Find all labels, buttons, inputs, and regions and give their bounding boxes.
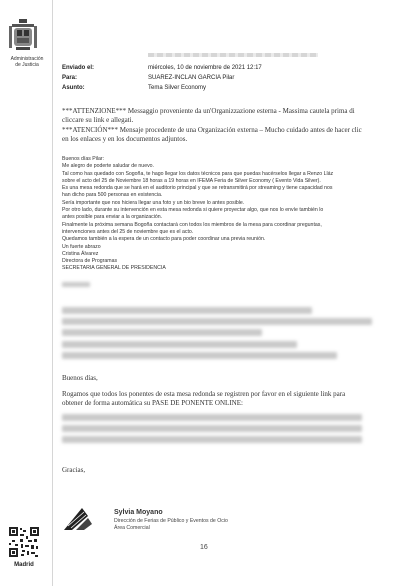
email-line: Quedamos también a la espera de un contacto para poder coordinar una previa reunión. (62, 236, 266, 243)
email-line: intervenciones antes del 25 de noviembre que es el acto. (62, 228, 194, 235)
redacted-block (62, 341, 297, 348)
email-line: Me alegro de poderte saludar de nuevo. (62, 163, 154, 170)
email-line: Por otro lado, durante su intervención en esta mesa redonda si quiere proyectar algo, que nos lo envíe también lo (62, 207, 324, 214)
subject-value: Tema Silver Economy (148, 85, 207, 91)
redacted-block (62, 282, 90, 287)
sent-label: Enviado el: (62, 65, 95, 71)
email-line: Finalmente la próxima semana Bogoña contactará con todos los miembros de la mesa para coordinar preguntas, (62, 221, 322, 228)
external-warning-it (62, 107, 382, 125)
email-line: sobre el acto del 25 de Noviembre 18 horas a 19 horas en IFEMA Feria de Silver Economy ( Evento Vida Silver). (62, 177, 321, 184)
warning-es-line-1: ***ATENCIÓN*** Mensaje procedente de una Organización externa – Mucho cuidado antes de hacer clic (62, 126, 362, 134)
thanks-line: Gracias, (62, 466, 86, 474)
email-line: antes posible para enviar a la organización. (62, 214, 163, 221)
subject-label: Asunto: (62, 85, 85, 91)
coat-of-arms-icon (8, 18, 38, 52)
signature-role: Dirección de Ferias de Público y Eventos de Ocio (114, 518, 228, 524)
warning-it-line-2: cliccare su link e allegati. (62, 116, 134, 124)
redacted-link (62, 414, 362, 421)
signature-area: Área Comercial (114, 525, 150, 531)
email-line: SECRETARIA GENERAL DE PRESIDENCIA (62, 265, 166, 272)
warning-it-line-1: ***ATTENZIONE*** Messaggio proveniente da un'Organizzazione esterna - Massima cautela prima di (62, 107, 355, 115)
redacted-block (62, 352, 337, 359)
email-line: Cristina Álvarez (62, 250, 99, 257)
page-number: 16 (200, 544, 208, 551)
cut-off-header-line (148, 53, 318, 57)
email-line: Tal como has quedado con Sogoña, te hago llegar los datos técnicos para que puedas hacérselos llegar a Renzo Lláz (62, 170, 334, 177)
redacted-link (62, 436, 362, 443)
registration-request (62, 390, 392, 408)
external-warning-es (62, 126, 382, 144)
org-line-1: Administración (10, 56, 44, 62)
email-line: Directora de Programas (62, 258, 118, 265)
to-label: Para: (62, 75, 78, 81)
warning-es-line-2: en los enlaces y en los documentos adjuntos. (62, 135, 188, 143)
redacted-block (62, 307, 312, 314)
email-line: Sería importante que nos hiciera llegar una foto y un bio breve lo antes posible. (62, 199, 245, 206)
email-body (62, 156, 392, 273)
redacted-block (62, 318, 372, 325)
sidebar-divider (52, 0, 53, 586)
org-line-2: de Justicia (15, 62, 39, 68)
qr-code-icon (8, 526, 40, 558)
second-greeting: Buenos días, (62, 374, 98, 382)
signature-name: Sylvia Moyano (114, 509, 163, 516)
sent-value: miércoles, 10 de noviembre de 2021 12:17 (148, 65, 262, 71)
city-label: Madrid (14, 562, 34, 568)
ifema-logo-icon (62, 506, 106, 532)
to-value: SUAREZ-INCLAN GARCIA Pilar (148, 75, 235, 81)
redacted-block (62, 329, 262, 336)
email-line: han dicho para 500 personas en existencia. (62, 192, 163, 199)
registration-line-2: obtener de forma automática su PASE DE PONENTE ONLINE: (62, 399, 243, 407)
email-line: Un fuerte abrazo (62, 243, 101, 250)
registration-line-1: Rogamos que todos los ponentes de esta mesa redonda se registren por favor en el siguiente link para (62, 390, 346, 398)
email-line: Es una mesa redonda que se hará en el auditorio principal y que se retransmitirá por streaming y tiene capacidad nos (62, 185, 333, 192)
email-line: Buenos días Pilar: (62, 156, 105, 162)
organization-name (4, 56, 50, 68)
redacted-link (62, 425, 362, 432)
